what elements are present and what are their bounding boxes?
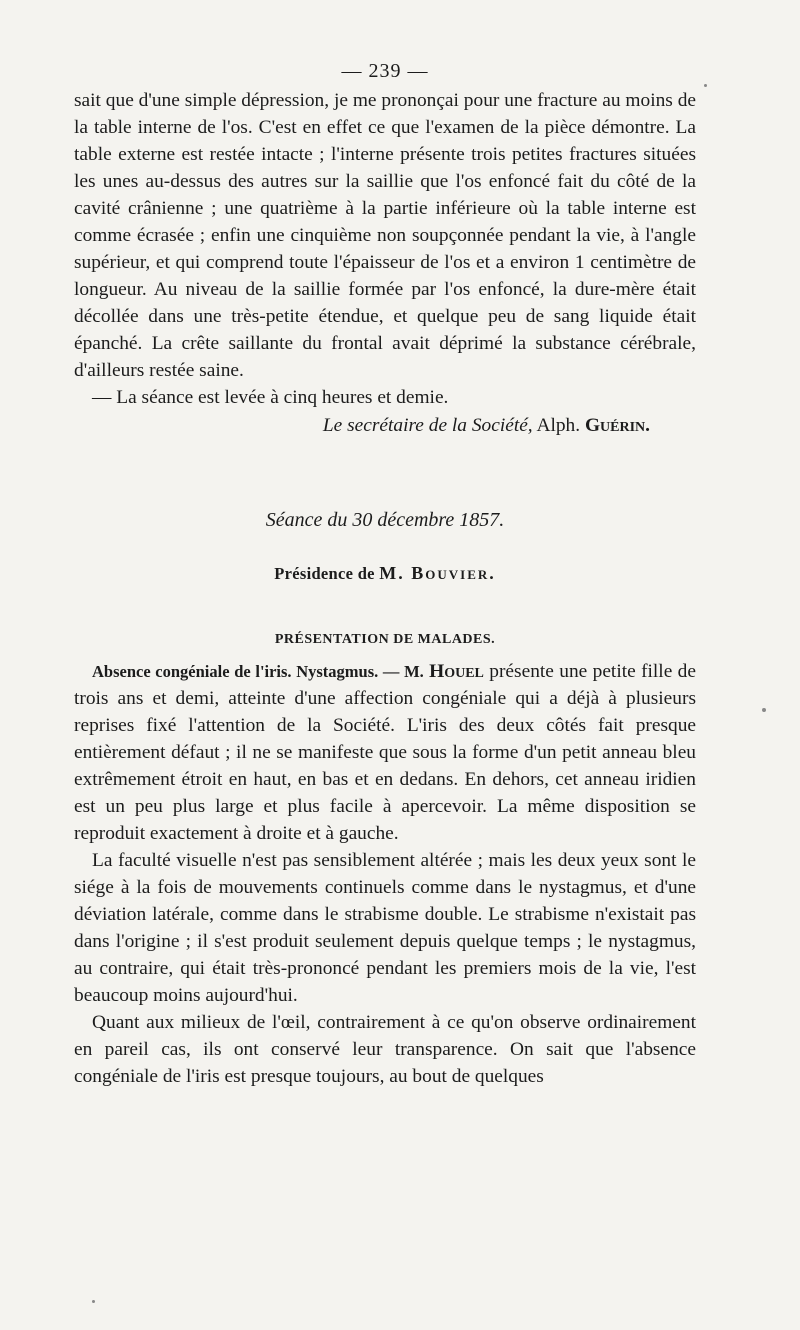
case-title: Absence congéniale de l'iris. Nystagmus. — M. bbox=[92, 662, 424, 681]
signature-role: Le secrétaire de la Société, bbox=[322, 415, 533, 436]
session-heading: Séance du 30 décembre 1857. bbox=[265, 509, 505, 531]
paper-speck bbox=[762, 708, 766, 712]
page-number: — 239 — bbox=[341, 60, 429, 82]
paper-speck bbox=[92, 1300, 95, 1303]
presidency-prefix: Présidence de bbox=[274, 564, 375, 583]
section-title: PRÉSENTATION DE MALADES. bbox=[274, 632, 496, 647]
secretary-signature bbox=[74, 412, 696, 439]
case-text: présente une petite fille de trois ans et demi, atteinte d'une affection congéniale qui a déjà à plusieurs reprises fixé l'attention de la Société. L'iris des deux côtés fait presque entièrement défaut ; il ne se manifeste que sous la forme d'un petit anneau bleu extrêmement étroit en haut, en bas et en dedans. En dehors, cet anneau iridien est un peu plus large et plus facile à apercevoir. La même disposition se reproduit exactement à droite et à gauche. bbox=[74, 661, 696, 844]
paper-speck bbox=[704, 84, 707, 87]
document-page bbox=[74, 60, 696, 1090]
presidency-line bbox=[74, 563, 696, 584]
paragraph-eye-media: Quant aux milieux de l'œil, contrairement à ce qu'on observe ordinairement en pareil cas, ils ont conservé leur transparence. On sait que l'absence congéniale de l'iris est presque toujours, au bout de quelques bbox=[74, 1012, 696, 1087]
president-name: M. Bouvier. bbox=[379, 563, 496, 583]
case-author: Houel bbox=[429, 661, 484, 682]
signature-name: Guérin. bbox=[584, 415, 650, 436]
paragraph-case-presentation bbox=[74, 658, 696, 847]
paragraph-session-closed: — La séance est levée à cinq heures et demie. bbox=[92, 387, 449, 408]
paragraph-visual-faculty: La faculté visuelle n'est pas sensiblement altérée ; mais les deux yeux sont le siége à la fois de mouvements continuels comme dans le nystagmus, et d'une déviation latérale, comme dans le strabisme double. Le strabisme n'existait pas dans l'origine ; il s'est produit seulement depuis quelque temps ; le nystagmus, au contraire, qui était très-prononcé pendant les premiers mois de la vie, l'est beaucoup moins aujourd'hui. bbox=[74, 850, 696, 1006]
paragraph-fracture-findings: sait que d'une simple dépression, je me prononçai pour une fracture au moins de la table interne de l'os. C'est en effet ce que l'examen de la pièce démontre. La table externe est restée intacte ; l'interne présente trois petites fractures situées les unes au-dessus des autres sur la saillie que l'os enfoncé fait du côté de la cavité crânienne ; une quatrième à la partie inférieure où la table interne est comme écrasée ; enfin une cinquième non soupçonnée pendant la vie, à l'angle supérieur, et qui comprend toute l'épaisseur de l'os et a environ 1 centimètre de longueur. Au niveau de la saillie formée par l'os enfoncé, la dure-mère était décollée dans une très-petite étendue, et quelque peu de sang liquide était épanché. La crête saillante du frontal avait déprimé la substance cérébrale, d'ailleurs restée saine. bbox=[74, 90, 696, 381]
signature-name-prefix: Alph. bbox=[536, 415, 581, 436]
